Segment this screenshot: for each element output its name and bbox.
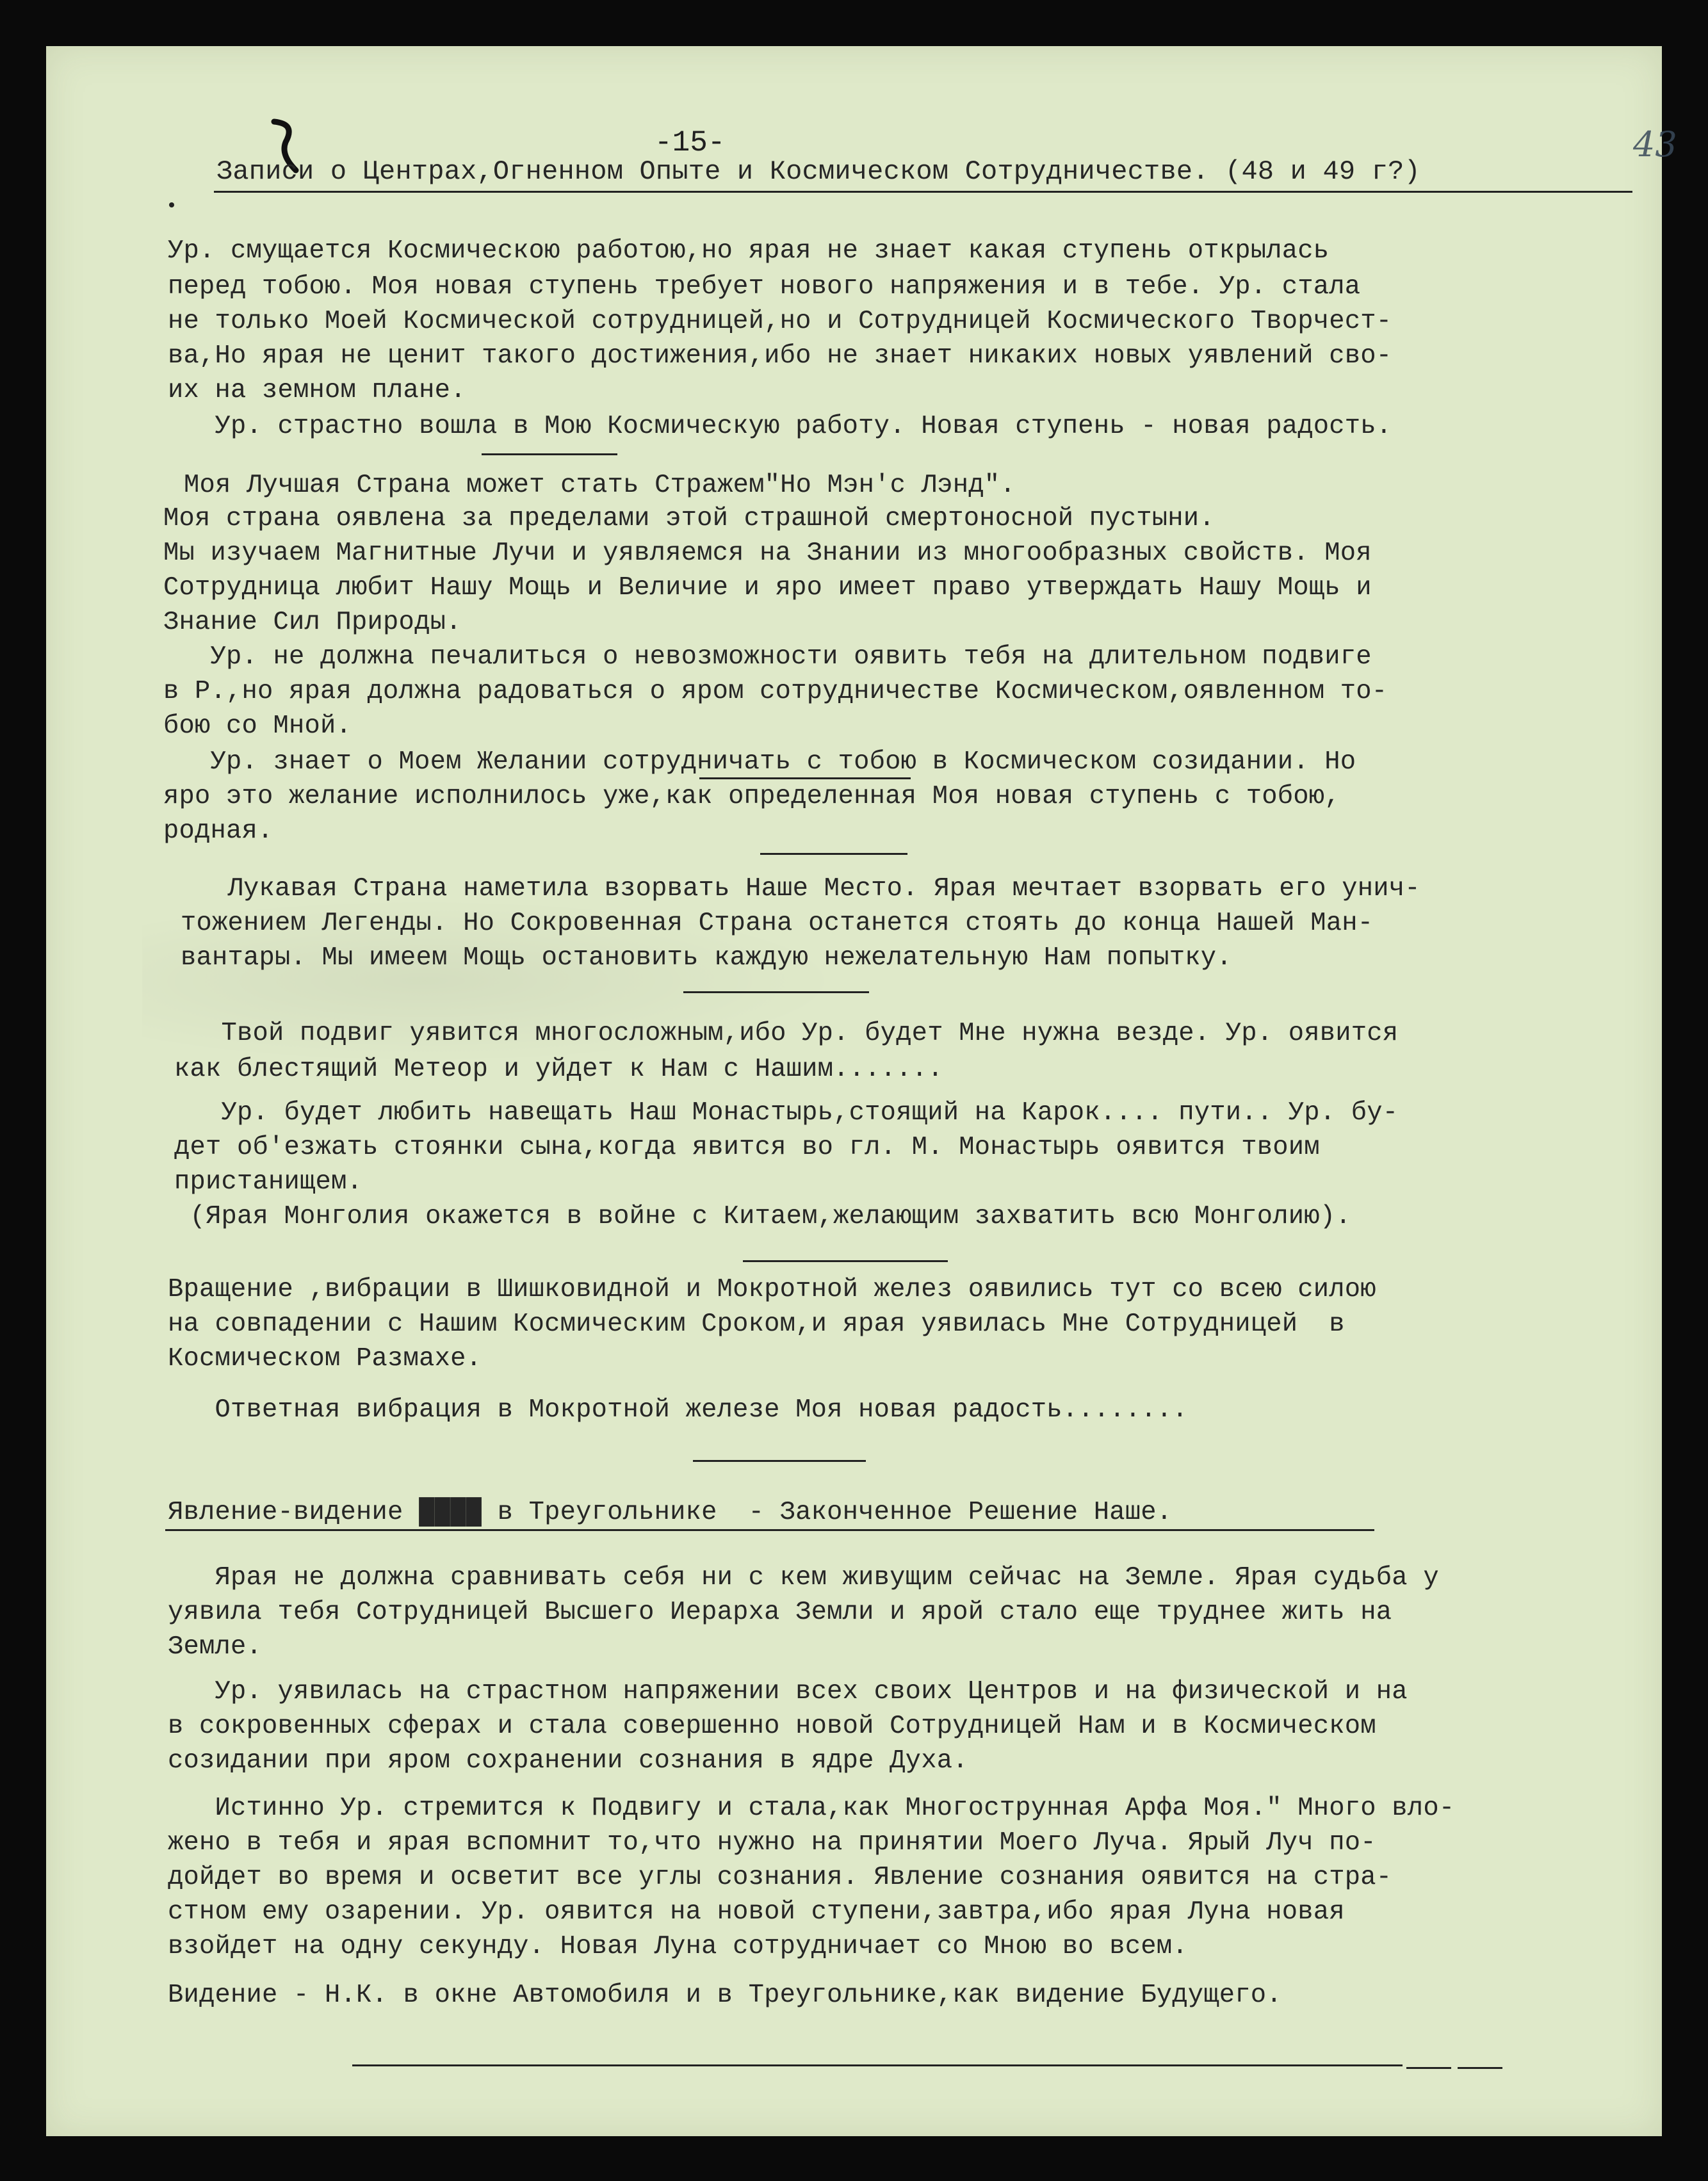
- text-line: бою со Мной.: [163, 711, 352, 741]
- text-line: Ответная вибрация в Мокротной железе Моя новая радость........: [168, 1395, 1188, 1425]
- text-line: в Р.,но ярая должна радоваться о яром сотрудничестве Космическом,оявленном то-: [163, 677, 1388, 706]
- text-line: дойдет во время и осветит все углы сознания. Явление сознания оявится на стра-: [168, 1863, 1392, 1892]
- text-line: не только Моей Космической сотрудницей,но и Сотрудницей Космического Творчест-: [168, 307, 1392, 336]
- section-divider: [760, 853, 907, 855]
- text-line: взойдет на одну секунду. Новая Луна сотрудничает со Мною во всем.: [168, 1932, 1188, 1961]
- text-line: родная.: [163, 816, 273, 846]
- overline-mark: [482, 453, 617, 455]
- document-page: [46, 46, 1677, 2136]
- text-line: Мы изучаем Магнитные Лучи и уявляемся на Знании из многообразных свойств. Моя: [163, 539, 1372, 568]
- overline-mark: [743, 1260, 948, 1262]
- closing-rule-dash: [1458, 2067, 1502, 2069]
- underline-mark: [699, 777, 911, 779]
- text-line: на совпадении с Нашим Космическим Сроком,и ярая уявилась Мне Сотрудницей в: [168, 1309, 1345, 1339]
- text-line: Ур. знает о Моем Желании сотрудничать с тобою в Космическом созидании. Но: [163, 747, 1356, 777]
- text-line: как блестящий Метеор и уйдет к Нам с Нашим.......: [174, 1055, 943, 1084]
- text-line: Ур. смущается Космическою работою,но ярая не знает какая ступень открылась: [168, 236, 1330, 266]
- text-line: дет об'езжать стоянки сына,когда явится во гл. М. Монастырь оявится твоим: [174, 1133, 1320, 1162]
- document-header: Записи о Центрах,Огненном Опыте и Космическом Сотрудничестве. (48 и 49 г?): [216, 156, 1420, 187]
- text-line: жено в тебя и ярая вспомнит то,что нужно на принятии Моего Луча. Ярый Луч по-: [168, 1828, 1376, 1858]
- text-line: в сокровенных сферах и стала совершенно новой Сотрудницей Нам и в Космическом: [168, 1712, 1376, 1741]
- text-line: (Ярая Монголия окажется в войне с Китаем,желающим захватить всю Монголию).: [174, 1202, 1351, 1231]
- text-line: стном ему озарении. Ур. оявится на новой ступени,завтра,ибо ярая Луна новая: [168, 1897, 1345, 1927]
- text-line: их на земном плане.: [168, 376, 466, 405]
- text-line: перед тобою. Моя новая ступень требует нового напряжения и в тебе. Ур. стала: [168, 272, 1361, 302]
- text-line: яро это желание исполнилось уже,как определенная Моя новая ступень с тобою,: [163, 782, 1340, 811]
- section-divider: [683, 991, 869, 993]
- margin-dot: [169, 202, 174, 207]
- text-line: Твой подвиг уявится многосложным,ибо Ур. будет Мне нужна везде. Ур. оявится: [174, 1019, 1399, 1048]
- text-line: Сотрудница любит Нашу Мощь и Величие и яро имеет право утверждать Нашу Мощь и: [163, 573, 1372, 603]
- text-line: Ур. уявилась на страстном напряжении всех своих Центров и на физической и на: [168, 1677, 1408, 1707]
- text-line: тожением Легенды. Но Сокровенная Страна останется стоять до конца Нашей Ман-: [181, 909, 1374, 938]
- text-line: ва,Но ярая не ценит такого достижения,ибо не знает никаких новых уявлений сво-: [168, 341, 1392, 371]
- text-line: Лукавая Страна наметила взорвать Наше Место. Ярая мечтает взорвать его унич-: [181, 874, 1420, 904]
- text-line: Истинно Ур. стремится к Подвигу и стала,как Многострунная Арфа Моя." Много вло-: [168, 1794, 1455, 1823]
- text-line: уявила тебя Сотрудницей Высшего Иерарха Земли и ярой стало еще труднее жить на: [168, 1598, 1392, 1627]
- heading-underline: [165, 1529, 1374, 1531]
- text-line: Ур. будет любить навещать Наш Монастырь,стоящий на Карок.... пути.. Ур. бу-: [174, 1098, 1399, 1128]
- text-line: Ур. не должна печалиться о невозможности оявить тебя на длительном подвиге: [163, 642, 1372, 672]
- text-line: Видение - Н.К. в окне Автомобиля и в Треугольнике,как видение Будущего.: [168, 1981, 1282, 2010]
- text-line: Моя Лучшая Страна может стать Стражем"Но Мэн'с Лэнд".: [184, 471, 1016, 500]
- text-line: Вращение ,вибрации в Шишковидной и Мокротной желез оявились тут со всею силою: [168, 1275, 1376, 1304]
- text-line: Знание Сил Природы.: [163, 608, 462, 637]
- text-line: Космическом Размахе.: [168, 1344, 482, 1374]
- text-line: Земле.: [168, 1632, 263, 1662]
- text-line: Моя страна оявлена за пределами этой страшной смертоносной пустыни.: [163, 504, 1215, 533]
- section-divider: [693, 1460, 866, 1462]
- header-underline: [214, 191, 1632, 193]
- text-line: созидании при яром сохранении сознания в ядре Духа.: [168, 1746, 968, 1776]
- closing-rule-dash: [1406, 2067, 1451, 2069]
- section-heading: Явление-видение ████ в Треугольнике - Законченное Решение Наше.: [168, 1498, 1173, 1527]
- text-line: пристанищем.: [174, 1167, 363, 1197]
- page-number: -15-: [655, 126, 726, 159]
- text-line: Ярая не должна сравнивать себя ни с кем живущим сейчас на Земле. Ярая судьба у: [168, 1563, 1439, 1593]
- text-line: Ур. страстно вошла в Мою Космическую работу. Новая ступень - новая радость.: [168, 412, 1392, 441]
- text-line: вантары. Мы имеем Мощь остановить каждую нежелательную Нам попытку.: [181, 943, 1232, 973]
- archive-number: 43: [1633, 124, 1677, 165]
- closing-rule: [352, 2064, 1403, 2066]
